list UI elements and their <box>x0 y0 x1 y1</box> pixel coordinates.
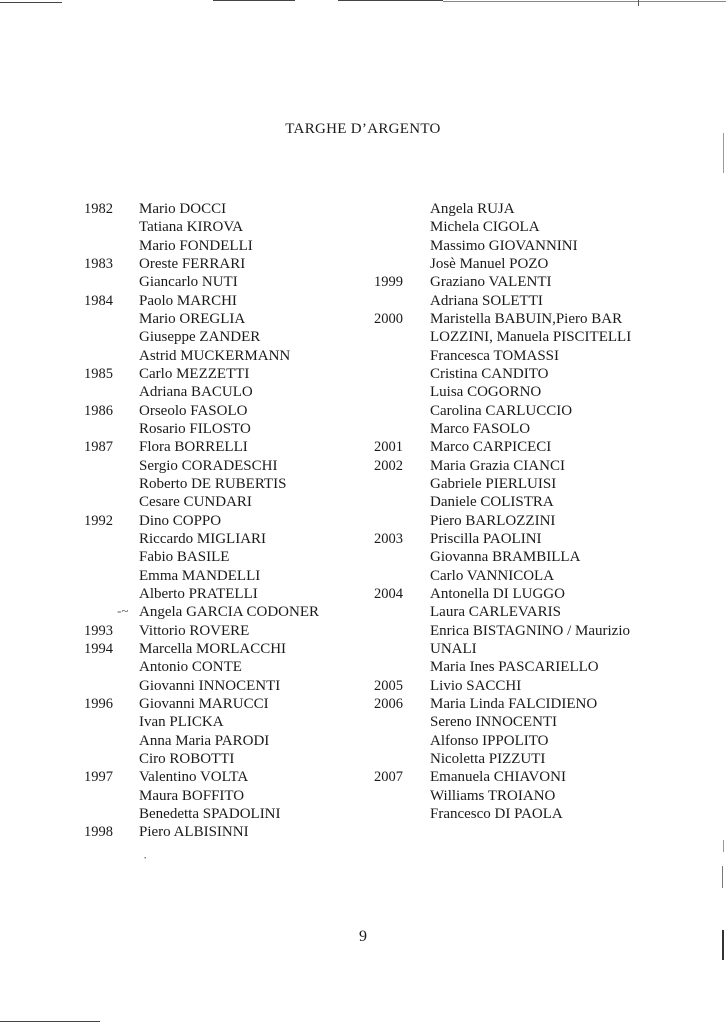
awardee-name: Luisa COGORNO <box>430 384 542 401</box>
list-item <box>84 512 374 530</box>
scan-edge-tick <box>723 840 724 852</box>
awardee-name: Maristella BABUIN,Piero BAR <box>430 310 623 327</box>
list-item <box>84 640 374 658</box>
year-label: 2004 <box>374 585 403 602</box>
list-item <box>84 347 374 365</box>
list-item <box>374 383 674 401</box>
scan-edge-tick <box>722 866 723 888</box>
list-item <box>84 695 374 713</box>
awardee-name: Dino COPPO <box>139 512 222 529</box>
list-item <box>84 475 374 493</box>
scan-edge-line <box>0 1021 100 1022</box>
list-item <box>84 310 374 328</box>
scan-edge-line <box>213 0 295 1</box>
awardee-name: Emma MANDELLI <box>139 567 261 584</box>
list-item <box>84 420 374 438</box>
list-item <box>374 658 674 676</box>
list-item <box>84 603 374 621</box>
awardee-name: Maria Linda FALCIDIENO <box>430 695 598 712</box>
awardee-name: Graziano VALENTI <box>430 274 552 291</box>
awardee-name: LOZZINI, Manuela PISCITELLI <box>430 329 632 346</box>
year-label: 1984 <box>84 292 113 309</box>
list-item <box>84 402 374 420</box>
awardee-name: Riccardo MIGLIARI <box>139 530 267 547</box>
list-item <box>84 823 374 841</box>
awardee-name: Valentino VOLTA <box>139 769 249 786</box>
list-item <box>84 273 374 291</box>
awardee-name: Mario FONDELLI <box>139 237 253 254</box>
list-item <box>84 292 374 310</box>
awardee-name: Fabio BASILE <box>139 549 230 566</box>
awardee-name: Vittorio ROVERE <box>139 622 250 639</box>
awardee-name: Antonio CONTE <box>139 659 242 676</box>
list-item <box>374 512 674 530</box>
awardee-name: Giancarlo NUTI <box>139 274 238 291</box>
awardee-name: Astrid MUCKERMANN <box>139 347 291 364</box>
list-item <box>84 805 374 823</box>
awardee-name: Gabriele PIERLUISI <box>430 475 557 492</box>
awardee-name: Francesca TOMASSI <box>430 347 560 364</box>
list-item <box>84 237 374 255</box>
awardee-name: Anna Maria PARODI <box>139 732 270 749</box>
list-item <box>374 622 674 640</box>
awardee-name: Angela RUJA <box>430 201 515 217</box>
awardee-name: Carlo MEZZETTI <box>139 365 250 382</box>
awardee-name: Antonella DI LUGGO <box>430 585 565 602</box>
list-item <box>374 768 674 786</box>
awardee-name: Carlo VANNICOLA <box>430 567 555 584</box>
awardee-name: Williams TROIANO <box>430 787 556 804</box>
list-item <box>374 273 674 291</box>
awardee-name: Daniele COLISTRA <box>430 494 554 511</box>
awardee-name: Giuseppe ZANDER <box>139 329 261 346</box>
left-column-list <box>84 200 374 841</box>
list-item <box>374 493 674 511</box>
awardee-name: Rosario FILOSTO <box>139 420 251 437</box>
list-item <box>84 328 374 346</box>
list-item <box>374 292 674 310</box>
awardee-name: Flora BORRELLI <box>139 439 248 456</box>
awardee-name: Angela GARCIA CODONER <box>139 604 319 621</box>
year-label: 2006 <box>374 695 403 712</box>
list-item <box>84 768 374 786</box>
year-label: 1992 <box>84 512 113 529</box>
awardee-name: Francesco DI PAOLA <box>430 805 563 822</box>
awardee-name: Benedetta SPADOLINI <box>139 805 281 822</box>
awardee-name: Alfonso IPPOLITO <box>430 732 549 749</box>
handwritten-mark: -~ <box>117 603 129 619</box>
list-item <box>374 603 674 621</box>
list-item <box>84 218 374 236</box>
year-label: 2002 <box>374 457 403 474</box>
list-item <box>374 640 674 658</box>
scan-edge-line <box>443 1 726 2</box>
list-item <box>84 530 374 548</box>
year-label: 2007 <box>374 769 403 786</box>
year-label: 1999 <box>374 274 403 291</box>
list-item <box>84 457 374 475</box>
list-item <box>374 475 674 493</box>
list-item <box>84 732 374 750</box>
awardee-name: Tatiana KIROVA <box>139 219 244 236</box>
awardee-name: Marco CARPICECI <box>430 439 552 456</box>
list-item <box>374 457 674 475</box>
awardee-name: Michela CIGOLA <box>430 219 540 236</box>
scan-edge-tick <box>638 0 639 6</box>
list-item <box>374 530 674 548</box>
page-title: TARGHE D’ARGENTO <box>285 121 441 137</box>
awardee-name: Josè Manuel POZO <box>430 255 549 272</box>
awardee-name: UNALI <box>430 640 477 657</box>
list-item <box>374 750 674 768</box>
awardee-name: Carolina CARLUCCIO <box>430 402 573 419</box>
year-label: 1993 <box>84 622 113 639</box>
list-item <box>374 347 674 365</box>
list-item <box>84 200 374 218</box>
year-label: 2001 <box>374 439 403 456</box>
list-item <box>84 567 374 585</box>
year-label: 1998 <box>84 824 113 841</box>
list-item <box>84 438 374 456</box>
awardee-name: Maria Ines PASCARIELLO <box>430 659 599 676</box>
awardee-name: Adriana SOLETTI <box>430 292 543 309</box>
awardee-name: Piero ALBISINNI <box>139 824 249 841</box>
year-label: 2000 <box>374 310 403 327</box>
list-item <box>84 713 374 731</box>
awardee-name: Cesare CUNDARI <box>139 494 252 511</box>
awardee-name: Ciro ROBOTTI <box>139 750 235 767</box>
awardee-name: Massimo GIOVANNINI <box>430 237 578 254</box>
awardee-name: Priscilla PAOLINI <box>430 530 542 547</box>
list-item <box>374 438 674 456</box>
list-item <box>84 677 374 695</box>
awardee-name: Laura CARLEVARIS <box>430 604 561 621</box>
list-item <box>374 787 674 805</box>
list-item <box>374 548 674 566</box>
awardee-name: Adriana BACULO <box>139 384 253 401</box>
awardee-name: Piero BARLOZZINI <box>430 512 556 529</box>
year-label: 2005 <box>374 677 403 694</box>
list-item <box>84 787 374 805</box>
awardee-name: Giovanni MARUCCI <box>139 695 269 712</box>
scan-edge-line <box>338 0 443 1</box>
list-item <box>374 402 674 420</box>
awardee-name: Emanuela CHIAVONI <box>430 769 566 786</box>
list-item <box>374 677 674 695</box>
awardee-name: Livio SACCHI <box>430 677 522 694</box>
year-label: 1985 <box>84 365 113 382</box>
awardee-name: Enrica BISTAGNINO / Maurizio <box>430 622 631 639</box>
year-label: 1982 <box>84 201 113 217</box>
year-label: 1996 <box>84 695 113 712</box>
right-column-list <box>374 200 674 823</box>
awardee-name: Orseolo FASOLO <box>139 402 248 419</box>
list-item <box>374 218 674 236</box>
list-item <box>84 255 374 273</box>
list-item <box>374 310 674 328</box>
awardee-name: Roberto DE RUBERTIS <box>139 475 287 492</box>
year-label: 1983 <box>84 255 113 272</box>
awardee-name: Giovanni INNOCENTI <box>139 677 281 694</box>
awardee-name: Ivan PLICKA <box>139 714 224 731</box>
list-item <box>374 732 674 750</box>
list-item <box>374 695 674 713</box>
awardee-name: Sergio CORADESCHI <box>139 457 278 474</box>
awardee-name: Marco FASOLO <box>430 420 531 437</box>
list-item <box>84 383 374 401</box>
year-label: 2003 <box>374 530 403 547</box>
list-item <box>374 237 674 255</box>
awardee-name: Paolo MARCHI <box>139 292 237 309</box>
awardee-name: Mario DOCCI <box>139 201 227 217</box>
list-item <box>374 420 674 438</box>
year-label: 1986 <box>84 402 113 419</box>
awardee-name: Sereno INNOCENTI <box>430 714 558 731</box>
list-item <box>374 365 674 383</box>
list-item <box>374 255 674 273</box>
list-item <box>84 548 374 566</box>
year-label: 1997 <box>84 769 113 786</box>
awardee-name: Alberto PRATELLI <box>139 585 258 602</box>
awardee-name: Maura BOFFITO <box>139 787 245 804</box>
scan-edge-line <box>0 2 62 3</box>
list-item <box>374 328 674 346</box>
awardee-name: Oreste FERRARI <box>139 255 246 272</box>
list-item <box>84 622 374 640</box>
awardee-name: Cristina CANDITO <box>430 365 549 382</box>
list-item <box>374 805 674 823</box>
list-item <box>374 567 674 585</box>
list-item <box>374 200 674 218</box>
list-item <box>84 585 374 603</box>
year-label: 1987 <box>84 439 113 456</box>
year-label: 1994 <box>84 640 113 657</box>
list-item <box>374 713 674 731</box>
list-item <box>84 658 374 676</box>
awardee-name: Mario OREGLIA <box>139 310 246 327</box>
list-item <box>84 365 374 383</box>
list-item <box>374 585 674 603</box>
awardee-name: Maria Grazia CIANCI <box>430 457 565 474</box>
scan-edge-tick <box>723 133 724 173</box>
awardee-name: Giovanna BRAMBILLA <box>430 549 581 566</box>
list-item <box>84 750 374 768</box>
awardee-name: Nicoletta PIZZUTI <box>430 750 546 767</box>
stray-dot-mark: · <box>143 850 148 865</box>
page-number: 9 <box>359 928 367 945</box>
list-item <box>84 493 374 511</box>
awardee-name: Marcella MORLACCHI <box>139 640 287 657</box>
